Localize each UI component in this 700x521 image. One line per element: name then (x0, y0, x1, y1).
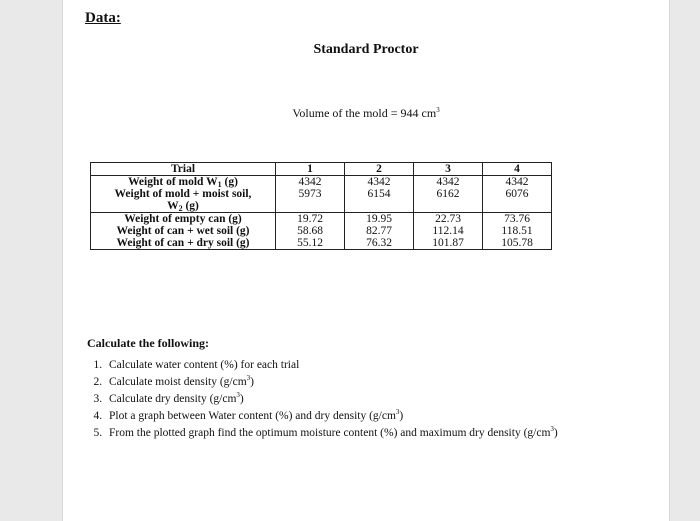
mold-weight-value: 4342 (436, 176, 460, 188)
empty-can-label: Weight of empty can (g) (124, 213, 242, 225)
wet-soil-label: Weight of can + wet soil (g) (116, 225, 250, 237)
task-list (85, 357, 605, 442)
document-page (62, 0, 670, 521)
data-heading: Data: (85, 10, 121, 26)
table-row-molds (91, 176, 552, 213)
wet-soil-value: 118.51 (501, 225, 533, 237)
wet-soil-value: 58.68 (297, 225, 323, 237)
mold-weight-value: 4342 (367, 176, 391, 188)
mold-moist-symbol: W (167, 200, 179, 212)
empty-can-value: 73.76 (504, 213, 530, 225)
table-row-cans (91, 213, 552, 250)
mold-volume-exponent: 3 (436, 106, 440, 114)
dry-soil-value: 55.12 (297, 237, 323, 249)
mold-weight-value: 4342 (505, 176, 529, 188)
list-item (105, 391, 605, 408)
mold-moist-value: 5973 (298, 188, 322, 200)
list-item (105, 374, 605, 391)
task-text: Calculate water content (%) for each trial (109, 359, 300, 371)
mold-moist-subscript: 2 (178, 204, 183, 213)
task-text: From the plotted graph find the optimum moisture content (%) and maximum dry density (g/cm (109, 427, 551, 439)
table-row-trial (91, 163, 552, 176)
list-item (105, 408, 605, 425)
task-exponent: 3 (246, 374, 251, 382)
can-labels (91, 213, 276, 250)
task-tail: ) (553, 427, 558, 439)
dry-soil-value: 105.78 (501, 237, 533, 249)
mold-moist-label: Weight of mold + moist soil, (114, 188, 252, 200)
mold-moist-value: 6154 (367, 188, 391, 200)
mold-weight-value: 4342 (298, 176, 322, 188)
trial-label: Trial (91, 163, 276, 176)
task-tail: ) (399, 410, 404, 422)
mold-cell (483, 176, 552, 213)
dry-soil-label: Weight of can + dry soil (g) (116, 237, 250, 249)
mold-weight-label-text: Weight of mold W (128, 176, 218, 188)
wet-soil-value: 82.77 (366, 225, 392, 237)
task-exponent: 3 (236, 391, 240, 399)
list-item (105, 425, 605, 442)
task-exponent: 3 (395, 408, 400, 416)
mold-volume (63, 106, 669, 121)
task-tail: ) (250, 376, 254, 388)
mold-moist-unit: (g) (182, 200, 199, 212)
calculate-heading: Calculate the following: (87, 336, 209, 350)
mold-weight-label (97, 176, 269, 188)
dry-soil-value: 101.87 (432, 237, 464, 249)
dry-soil-value: 76.32 (366, 237, 392, 249)
mold-cell (345, 176, 414, 213)
empty-can-value: 22.73 (435, 213, 461, 225)
mold-cell (276, 176, 345, 213)
empty-can-value: 19.95 (366, 213, 392, 225)
task-tail: ) (239, 393, 244, 405)
proctor-data-table (90, 162, 552, 250)
trial-number: 2 (345, 163, 414, 176)
trial-number: 3 (414, 163, 483, 176)
mold-weight-unit: (g) (221, 176, 238, 188)
can-cell (345, 213, 414, 250)
can-cell (414, 213, 483, 250)
can-cell (276, 213, 345, 250)
trial-number: 4 (483, 163, 552, 176)
mold-moist-label-line2 (97, 200, 269, 212)
empty-can-value: 19.72 (297, 213, 323, 225)
task-text: Calculate dry density (g/cm (109, 393, 237, 405)
page-title: Standard Proctor (313, 42, 419, 57)
mold-moist-value: 6162 (436, 188, 460, 200)
mold-weight-subscript: 1 (217, 180, 222, 189)
task-exponent: 3 (550, 425, 554, 433)
task-text: Calculate moist density (g/cm (109, 376, 247, 388)
wet-soil-value: 112.14 (432, 225, 464, 237)
list-item (105, 357, 605, 374)
mold-labels (91, 176, 276, 213)
can-cell (483, 213, 552, 250)
trial-number: 1 (276, 163, 345, 176)
mold-cell (414, 176, 483, 213)
task-text: Plot a graph between Water content (%) and dry density (g/cm (109, 410, 396, 422)
mold-moist-value: 6076 (505, 188, 529, 200)
mold-volume-text: Volume of the mold = 944 cm (292, 106, 437, 120)
